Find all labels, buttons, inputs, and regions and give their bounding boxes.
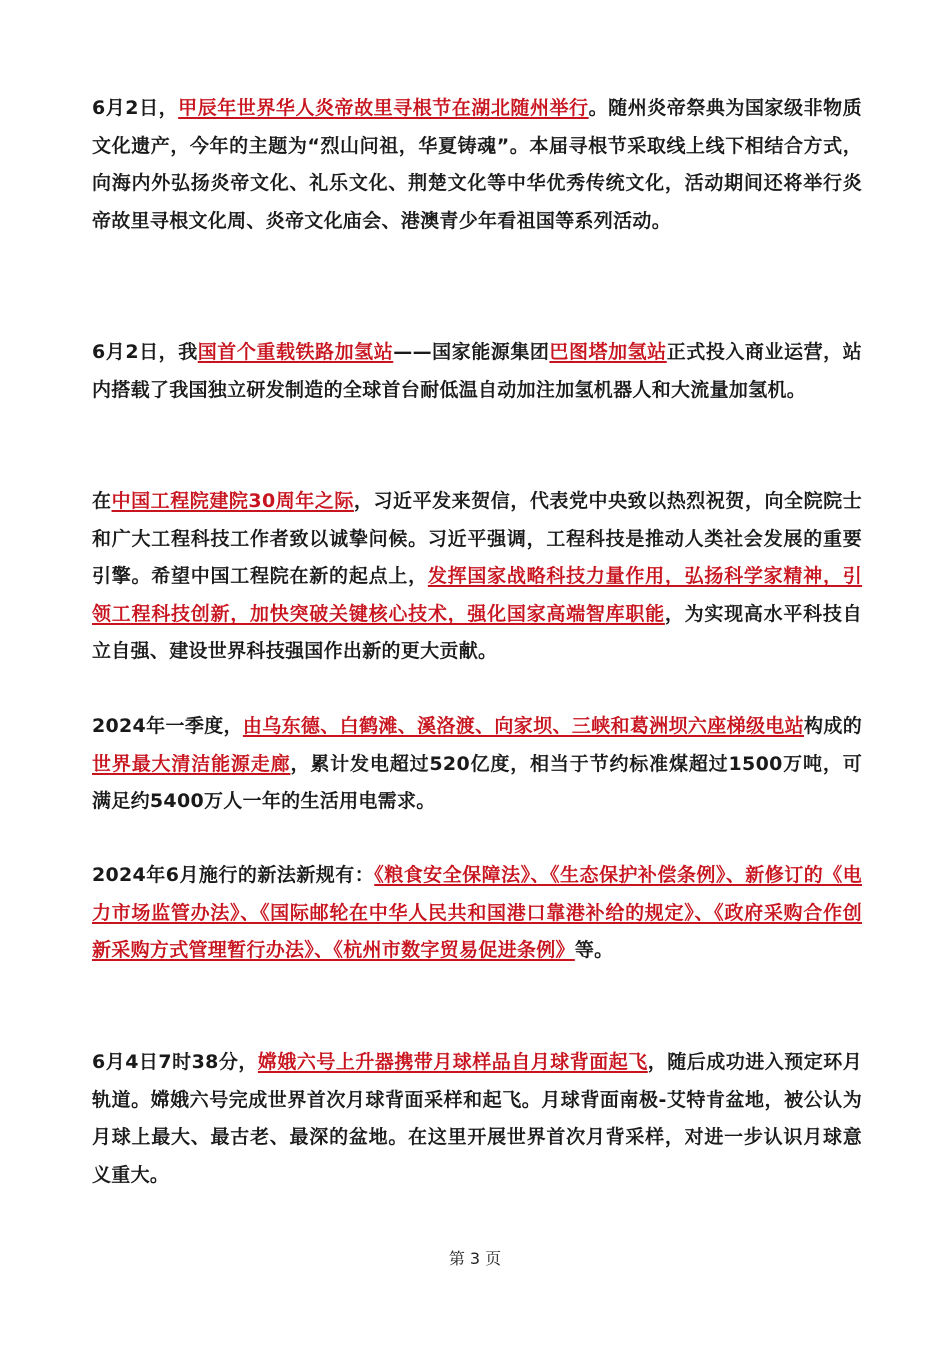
p5-text-2: 等。 (574, 939, 614, 961)
p6-highlight-1: 嫦娥六号上升器携带月球样品自月球背面起飞 (257, 1051, 648, 1073)
p1-text-1: 6月2日， (92, 97, 179, 119)
p2-text-3: 正式投入商业运营，站内搭载了我国独立研发制造的全球首台耐低温自动加注加氢机器人和大流量加氢机。 (92, 341, 862, 401)
news-paragraph-1 (92, 90, 862, 240)
news-paragraph-2 (92, 334, 862, 409)
news-paragraph-3 (92, 483, 862, 671)
p2-highlight-2: 巴图塔加氢站 (549, 341, 667, 363)
p6-text-2: ，随后成功进入预定环月轨道。嫦娥六号完成世界首次月球背面采样和起飞。月球背面南极-艾特肯盆地，被公认为月球上最大、最古老、最深的盆地。在这里开展世界首次月背采样，对进一步认识月球意义重大。 (92, 1051, 862, 1186)
news-paragraph-4 (92, 708, 862, 821)
p2-highlight-1: 国首个重载铁路加氢站 (197, 341, 394, 363)
p3-text-1: 在 (92, 490, 112, 512)
p3-text-2: ，习近平发来贺信，代表党中央致以热烈祝贺，向全院院士和广大工程科技工作者致以诚挚问候。习近平强调，工程科技是推动人类社会发展的重要引擎。希望中国工程院在新的起点上， (92, 490, 862, 587)
p4-text-1: 2024年一季度， (92, 715, 243, 737)
p4-text-3: ，累计发电超过520亿度，相当于节约标准煤超过1500万吨，可满足约5400万人一年的生活用电需求。 (92, 752, 862, 812)
p3-text-3: ，为实现高水平科技自立自强、建设世界科技强国作出新的更大贡献。 (92, 602, 862, 662)
p3-highlight-1: 中国工程院建院30周年之际 (111, 490, 354, 512)
news-paragraph-5 (92, 857, 862, 970)
p2-text-1: 6月2日，我 (92, 341, 198, 363)
p1-text-2: 。随州炎帝祭典为国家级非物质文化遗产，今年的主题为“烈山问祖，华夏铸魂”。本届寻根节采取线上线下相结合方式，向海内外弘扬炎帝文化、礼乐文化、荆楚文化等中华优秀传统文化，活动期间还将举行炎帝故里寻根文化周、炎帝文化庙会、港澳青少年看祖国等系列活动。 (92, 97, 862, 232)
news-paragraph-6 (92, 1044, 862, 1194)
page-number: 第 3 页 (448, 1249, 502, 1268)
p4-highlight-2: 世界最大清洁能源走廊 (92, 752, 291, 775)
p1-highlight-1: 甲辰年世界华人炎帝故里寻根节在湖北随州举行 (178, 97, 589, 119)
p4-highlight-1: 由乌东德、白鹤滩、溪洛渡、向家坝、三峡和葛洲坝六座梯级电站 (242, 715, 804, 737)
p5-highlight-1: 《粮食安全保障法》、《生态保护补偿条例》、新修订的《电力市场监管办法》、《国际邮轮在中华人民共和国港口靠港补给的规定》、《政府采购合作创新采购方式管理暂行办法》、《杭州市数字贸易促进条例》 (92, 864, 862, 961)
p4-text-2: 构成的 (804, 715, 862, 737)
p3-highlight-2: 发挥国家战略科技力量作用，弘扬科学家精神，引领工程科技创新，加快突破关键核心技术，强化国家高端智库职能 (92, 565, 862, 625)
p5-text-1: 2024年6月施行的新法新规有： (92, 864, 375, 886)
p2-text-2: ——国家能源集团 (393, 341, 550, 363)
p6-text-1: 6月4日7时38分， (92, 1051, 258, 1073)
